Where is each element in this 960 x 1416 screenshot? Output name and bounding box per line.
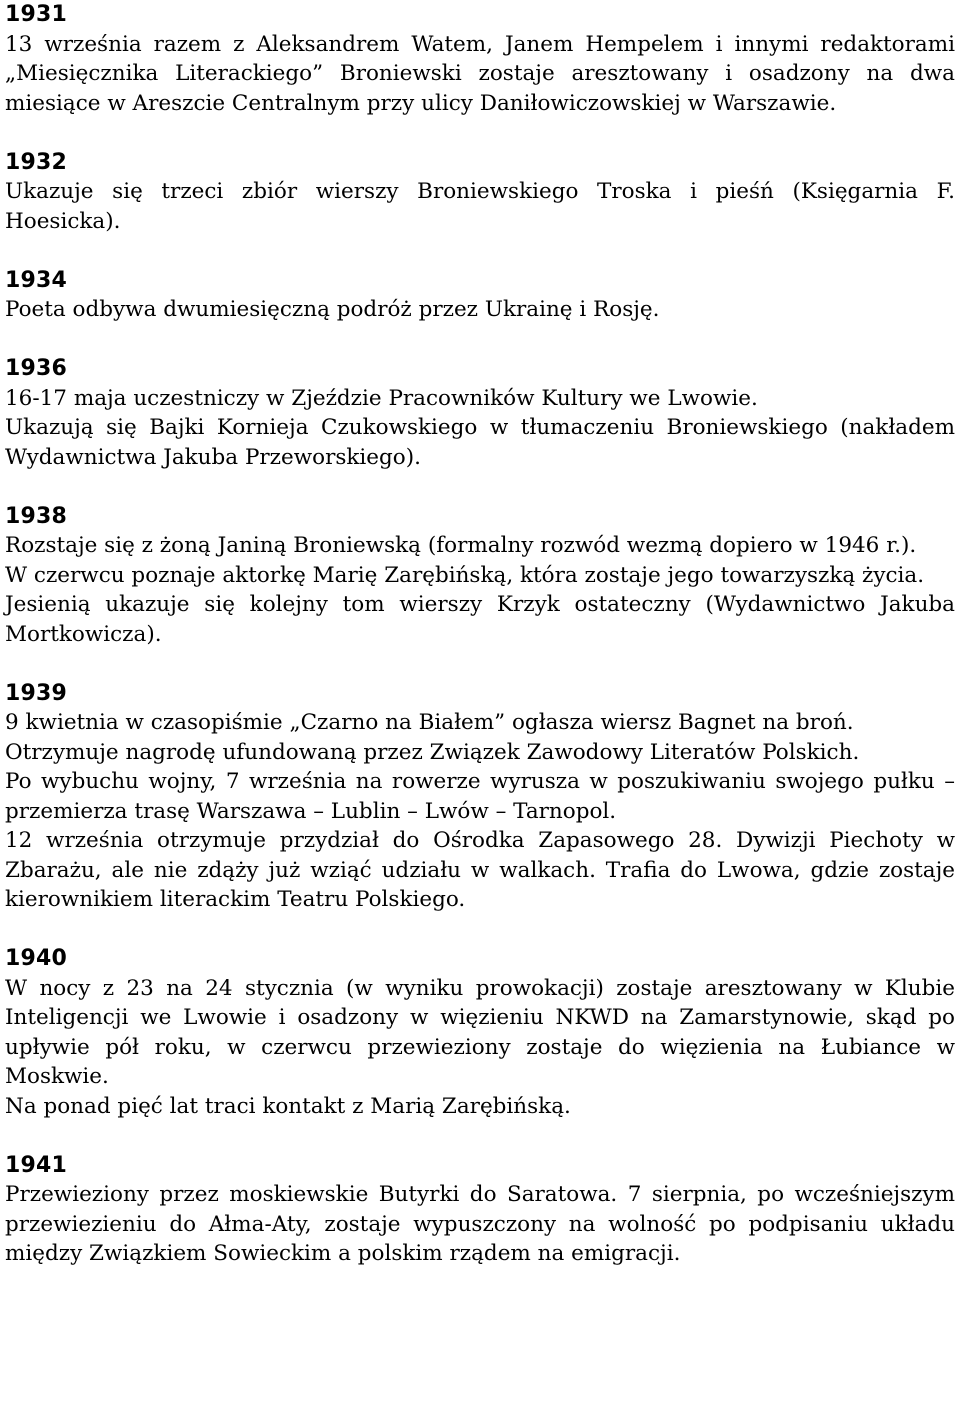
- spacer: [5, 1121, 955, 1151]
- entry-paragraph: 12 września otrzymuje przydział do Ośrodka Zapasowego 28. Dywizji Piechoty w Zbarażu, ale nie zdąży już wziąć udziału w walkach. Trafia do Lwowa, gdzie zostaje kierownikiem literackim Teatru Polskiego.: [5, 828, 955, 912]
- year-heading: 1932: [5, 149, 68, 175]
- timeline-entry-1931: [5, 0, 955, 118]
- year-heading: 1941: [5, 1152, 68, 1178]
- entry-paragraph: Rozstaje się z żoną Janiną Broniewską (formalny rozwód wezmą dopiero w 1946 r.).: [5, 533, 917, 558]
- entry-paragraph: Po wybuchu wojny, 7 września na rowerze wyrusza w poszukiwaniu swojego pułku – przemierza trasę Warszawa – Lublin – Lwów – Tarnopol.: [5, 769, 955, 824]
- entry-paragraph: Przewieziony przez moskiewskie Butyrki do Saratowa. 7 sierpnia, po wcześniejszym przewiezieniu do Ałma-Aty, zostaje wypuszczony na wolność po podpisaniu układu między Związkiem Sowieckim a polskim rządem na emigracji.: [5, 1182, 955, 1266]
- entry-paragraph: Otrzymuje nagrodę ufundowaną przez Związek Zawodowy Literatów Polskich.: [5, 739, 860, 765]
- spacer: [5, 236, 955, 266]
- entry-paragraph: 16-17 maja uczestniczy w Zjeździe Pracowników Kultury we Lwowie.: [5, 385, 758, 411]
- entry-paragraph: Ukazują się Bajki Kornieja Czukowskiego w tłumaczeniu Broniewskiego (nakładem Wydawnictwa Jakuba Przeworskiego).: [5, 415, 955, 470]
- year-heading: 1940: [5, 946, 68, 971]
- timeline-entry-1938: [5, 502, 955, 650]
- year-heading: 1936: [5, 356, 68, 381]
- entry-paragraph: Ukazuje się trzeci zbiór wierszy Broniewskiego Troska i pieśń (Księgarnia F. Hoesicka).: [5, 179, 955, 234]
- spacer: [5, 915, 955, 945]
- timeline-entry-1932: [5, 148, 955, 237]
- entry-paragraph: W czerwcu poznaje aktorkę Marię Zarębińską, która zostaje jego towarzyszką życia.: [5, 562, 925, 588]
- timeline-entry-1936: [5, 354, 955, 472]
- spacer: [5, 472, 955, 502]
- year-heading: 1931: [5, 2, 68, 27]
- entry-paragraph: 13 września razem z Aleksandrem Watem, Janem Hempelem i innymi redaktorami „Miesięcznika Literackiego” Broniewski zostaje aresztowany i osadzony na dwa miesiące w Areszcie Centralnym przy ulicy Daniłowiczowskiej w Warszawie.: [5, 31, 955, 116]
- entry-paragraph: 9 kwietnia w czasopiśmie „Czarno na Białem” ogłasza wiersz Bagnet na broń.: [5, 710, 854, 735]
- spacer: [5, 649, 955, 679]
- year-heading: 1938: [5, 503, 68, 529]
- entry-paragraph: W nocy z 23 na 24 stycznia (w wyniku prowokacji) zostaje aresztowany w Klubie Inteligencji we Lwowie i osadzony w więzieniu NKWD na Zamarstynowie, skąd po upływie pół roku, w czerwcu przewieziony zostaje do więzienia na Łubiance w Moskwie.: [5, 975, 955, 1089]
- spacer: [5, 118, 955, 148]
- year-heading: 1934: [5, 267, 68, 293]
- entry-paragraph: Jesienią ukazuje się kolejny tom wierszy Krzyk ostateczny (Wydawnictwo Jakuba Mortkowicza).: [5, 592, 955, 647]
- timeline-entry-1941: [5, 1151, 955, 1269]
- timeline-entry-1940: [5, 944, 955, 1121]
- entry-paragraph: Poeta odbywa dwumiesięczną podróż przez Ukrainę i Rosję.: [5, 297, 660, 322]
- year-heading: 1939: [5, 680, 68, 706]
- timeline-entry-1939: [5, 679, 955, 915]
- spacer: [5, 325, 955, 355]
- timeline-entry-1934: [5, 266, 955, 325]
- entry-paragraph: Na ponad pięć lat traci kontakt z Marią Zarębińską.: [5, 1093, 571, 1119]
